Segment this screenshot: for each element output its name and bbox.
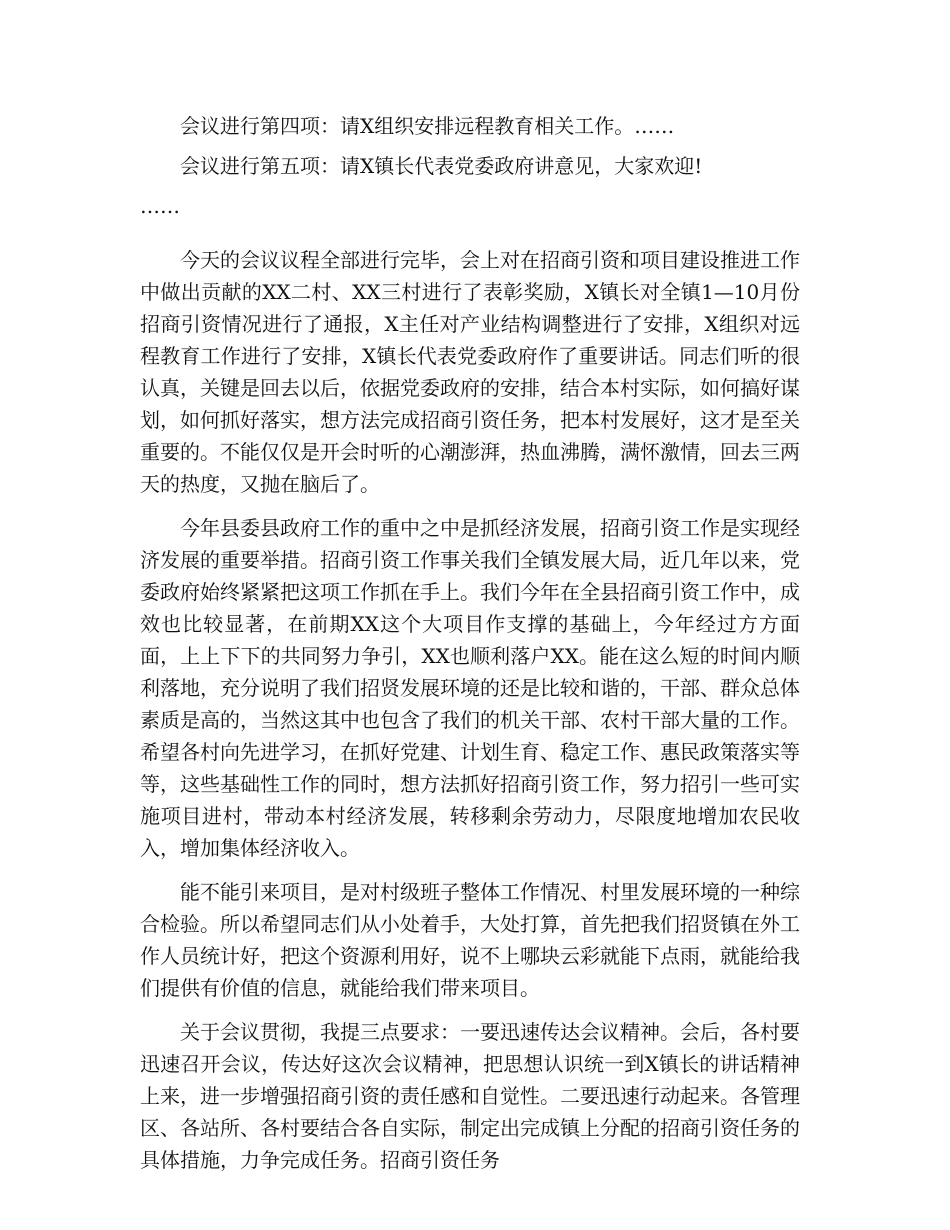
ellipsis-line: ……	[140, 194, 180, 218]
agenda-item-5: 会议进行第五项：请X镇长代表党委政府讲意见，大家欢迎!	[180, 154, 703, 178]
agenda-item-4: 会议进行第四项：请X组织安排远程教育相关工作。……	[180, 114, 675, 138]
paragraph-project-attraction: 能不能引来项目，是对村级班子整体工作情况、村里发展环境的一种综合检验。所以希望同志们从小处着手，大处打算，首先把我们招贤镇在外工作人员统计好，把这个资源利用好，说不上哪块云彩就能下点雨，就能给我们提供有价值的信息，就能给我们带来项目。	[140, 880, 800, 1000]
document-body	[140, 110, 800, 1188]
paragraph-requirements: 关于会议贯彻，我提三点要求：一要迅速传达会议精神。会后，各村要迅速召开会议，传达好这次会议精神，把思想认识统一到X镇长的讲话精神上来，进一步增强招商引资的责任感和自觉性。二要迅速行动起来。各管理区、各站所、各村要结合各自实际，制定出完成镇上分配的招商引资任务的具体措施，力争完成任务。招商引资任务	[140, 1020, 800, 1172]
paragraph-economic-development: 今年县委县政府工作的重中之中是抓经济发展，招商引资工作是实现经济发展的重要举措。招商引资工作事关我们全镇发展大局，近几年以来，党委政府始终紧紧把这项工作抓在手上。我们今年在全县招商引资工作中，成效也比较显著，在前期XX这个大项目作支撑的基础上，今年经过方方面面，上上下下的共同努力争引，XX也顺利落户XX。能在这么短的时间内顺利落地，充分说明了我们招贤发展环境的还是比较和谐的，干部、群众总体素质是高的，当然这其中也包含了我们的机关干部、农村干部大量的工作。希望各村向先进学习，在抓好党建、计划生育、稳定工作、惠民政策落实等等，这些基础性工作的同时，想方法抓好招商引资工作，努力招引一些可实施项目进村，带动本村经济发展，转移剩余劳动力，尽限度地增加农民收入，增加集体经济收入。	[140, 516, 800, 860]
paragraph-summary: 今天的会议议程全部进行完毕，会上对在招商引资和项目建设推进工作中做出贡献的XX二村、XX三村进行了表彰奖励，X镇长对全镇1—10月份招商引资情况进行了通报，X主任对产业结构调整进行了安排，X组织对远程教育工作进行了安排，X镇长代表党委政府作了重要讲话。同志们听的很认真，关键是回去以后，依据党委政府的安排，结合本村实际，如何搞好谋划，如何抓好落实，想方法完成招商引资任务，把本村发展好，这才是至关重要的。不能仅仅是开会时听的心潮澎湃，热血沸腾，满怀激情，回去三两天的热度，又抛在脑后了。	[140, 248, 800, 496]
